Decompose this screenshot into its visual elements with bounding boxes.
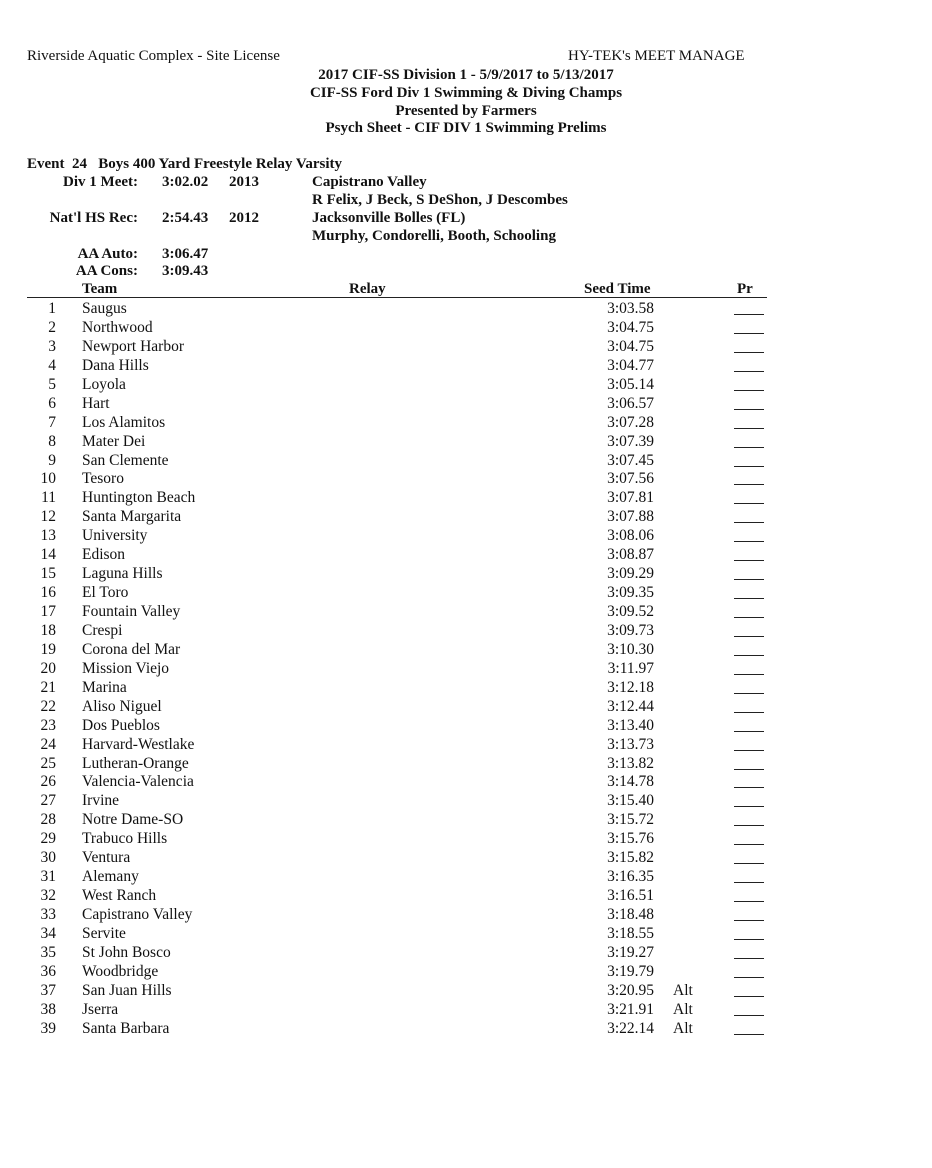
prelim-time-blank [734, 939, 764, 940]
entry-seed-time: 3:04.75 [607, 318, 654, 336]
entry-team: Aliso Niguel [82, 697, 162, 715]
entry-rank: 20 [40, 659, 56, 677]
entry-rank: 16 [40, 584, 56, 602]
natl-hs-rec-year: 2012 [229, 210, 259, 226]
entry-rank: 25 [40, 754, 56, 772]
table-row [0, 830, 750, 849]
entry-rank: 11 [41, 489, 56, 507]
prelim-time-blank [734, 617, 764, 618]
prelim-time-blank [734, 503, 764, 504]
entry-seed-time: 3:11.97 [607, 659, 654, 677]
entry-rank: 35 [40, 943, 56, 961]
table-row [0, 736, 750, 755]
table-row [0, 849, 750, 868]
entry-rank: 8 [48, 432, 56, 450]
site-license-text: Riverside Aquatic Complex - Site License [27, 48, 280, 64]
entry-rank: 5 [48, 375, 56, 393]
prelim-time-blank [734, 390, 764, 391]
table-row [0, 641, 750, 660]
entry-team: Dos Pueblos [82, 716, 160, 734]
entry-seed-time: 3:18.48 [607, 906, 654, 923]
table-row [0, 717, 750, 736]
prelim-time-blank [734, 579, 764, 580]
entry-alternate-flag: Alt [673, 1000, 693, 1018]
entry-seed-time: 3:03.58 [607, 300, 654, 317]
report-title: Psych Sheet - CIF DIV 1 Swimming Prelims [325, 120, 607, 136]
natl-hs-rec-time: 2:54.43 [162, 210, 209, 226]
entry-team: San Juan Hills [82, 981, 172, 999]
entry-seed-time: 3:09.29 [607, 565, 654, 583]
natl-hs-rec-team: Jacksonville Bolles (FL) [312, 210, 466, 226]
column-header-relay: Relay [349, 281, 386, 297]
table-row [0, 357, 750, 376]
entry-rank: 3 [48, 337, 56, 355]
prelim-time-blank [734, 314, 764, 315]
entry-rank: 27 [40, 792, 56, 810]
entry-seed-time: 3:15.40 [607, 792, 654, 810]
prelim-time-blank [734, 958, 764, 959]
natl-hs-rec-swimmers: Murphy, Condorelli, Booth, Schooling [312, 228, 556, 244]
entry-team: Marina [82, 678, 127, 696]
table-row [0, 982, 750, 1001]
table-row [0, 300, 750, 319]
prelim-time-blank [734, 333, 764, 334]
entry-rank: 4 [48, 356, 56, 374]
entry-seed-time: 3:09.35 [607, 584, 654, 602]
entry-seed-time: 3:16.35 [607, 868, 654, 886]
div1-meet-label: Div 1 Meet: [63, 174, 138, 190]
entry-rank: 6 [48, 394, 56, 412]
table-row [0, 755, 750, 774]
entry-rank: 31 [40, 868, 56, 886]
table-row [0, 489, 750, 508]
entry-rank: 38 [40, 1000, 56, 1018]
entry-rank: 10 [40, 470, 56, 488]
entry-seed-time: 3:13.73 [607, 735, 654, 753]
column-header-prelim: Pr [737, 281, 753, 297]
table-row [0, 414, 750, 433]
entry-rank: 9 [48, 451, 56, 469]
table-row [0, 1020, 750, 1039]
prelim-time-blank [734, 466, 764, 467]
entry-team: Servite [82, 924, 126, 942]
event-title: Event 24 Boys 400 Yard Freestyle Relay Varsity [27, 156, 342, 172]
prelim-time-blank [734, 560, 764, 561]
entry-team: Notre Dame-SO [82, 811, 184, 829]
entry-rank: 18 [40, 621, 56, 639]
entry-rank: 15 [40, 565, 56, 583]
entry-seed-time: 3:16.51 [607, 887, 654, 905]
table-row [0, 679, 750, 698]
prelim-time-blank [734, 882, 764, 883]
entry-team: Santa Barbara [82, 1019, 170, 1037]
entry-rank: 22 [40, 697, 56, 715]
table-row [0, 565, 750, 584]
prelim-time-blank [734, 541, 764, 542]
entry-team: Huntington Beach [82, 489, 196, 507]
meet-sponsor: Presented by Farmers [395, 103, 537, 119]
table-row [0, 395, 750, 414]
entry-seed-time: 3:04.77 [607, 356, 654, 374]
table-row [0, 698, 750, 717]
entry-team: West Ranch [82, 887, 157, 905]
prelim-time-blank [734, 1034, 764, 1035]
entry-rank: 24 [40, 735, 56, 753]
entry-rank: 1 [48, 300, 56, 317]
prelim-time-blank [734, 750, 764, 751]
entry-seed-time: 3:13.40 [607, 716, 654, 734]
entry-seed-time: 3:09.73 [607, 621, 654, 639]
entry-team: Hart [82, 394, 110, 412]
entry-seed-time: 3:05.14 [607, 375, 654, 393]
entry-seed-time: 3:15.72 [607, 811, 654, 829]
entry-team: Northwood [82, 318, 153, 336]
aa-cons-time: 3:09.43 [162, 263, 209, 279]
prelim-time-blank [734, 996, 764, 997]
table-row [0, 906, 750, 925]
prelim-time-blank [734, 655, 764, 656]
table-row [0, 452, 750, 471]
div1-meet-year: 2013 [229, 174, 259, 190]
entry-team: Corona del Mar [82, 640, 181, 658]
entry-team: Loyola [82, 375, 126, 393]
prelim-time-blank [734, 977, 764, 978]
entry-team: Newport Harbor [82, 337, 185, 355]
prelim-time-blank [734, 484, 764, 485]
aa-cons-label: AA Cons: [75, 263, 138, 279]
table-row [0, 925, 750, 944]
entry-seed-time: 3:07.88 [607, 508, 654, 526]
entry-alternate-flag: Alt [673, 1019, 693, 1037]
entry-team: Saugus [82, 300, 127, 317]
entry-rank: 39 [40, 1019, 56, 1037]
table-row [0, 470, 750, 489]
entry-rank: 32 [40, 887, 56, 905]
entry-team: Jserra [82, 1000, 119, 1018]
column-header-seed-time: Seed Time [584, 281, 651, 297]
entry-team: University [82, 527, 148, 545]
entry-team: El Toro [82, 584, 129, 602]
entry-seed-time: 3:18.55 [607, 924, 654, 942]
entry-rank: 12 [40, 508, 56, 526]
prelim-time-blank [734, 352, 764, 353]
table-row [0, 944, 750, 963]
entry-rank: 13 [40, 527, 56, 545]
aa-auto-label: AA Auto: [77, 246, 138, 262]
table-row [0, 773, 750, 792]
entry-rank: 26 [40, 773, 56, 791]
table-row [0, 622, 750, 641]
entry-team: St John Bosco [82, 943, 171, 961]
entry-team: Valencia-Valencia [82, 773, 194, 791]
prelim-time-blank [734, 636, 764, 637]
table-row [0, 792, 750, 811]
entry-seed-time: 3:15.82 [607, 849, 654, 867]
entry-seed-time: 3:13.82 [607, 754, 654, 772]
prelim-time-blank [734, 787, 764, 788]
entry-rank: 17 [40, 603, 56, 620]
entry-seed-time: 3:07.45 [607, 451, 654, 469]
entry-rank: 14 [40, 546, 56, 564]
div1-meet-team: Capistrano Valley [312, 174, 427, 190]
entry-seed-time: 3:08.87 [607, 546, 654, 564]
table-row [0, 811, 750, 830]
entry-rank: 34 [40, 924, 56, 942]
entry-team: San Clemente [82, 451, 169, 469]
entry-seed-time: 3:12.18 [607, 678, 654, 696]
header-divider [27, 297, 767, 298]
entry-rank: 33 [40, 906, 56, 923]
entry-seed-time: 3:07.28 [607, 413, 654, 431]
entry-seed-time: 3:07.39 [607, 432, 654, 450]
aa-auto-time: 3:06.47 [162, 246, 209, 262]
entry-seed-time: 3:07.81 [607, 489, 654, 507]
table-row [0, 338, 750, 357]
column-header-team: Team [82, 281, 118, 297]
entry-seed-time: 3:08.06 [607, 527, 654, 545]
prelim-time-blank [734, 447, 764, 448]
entry-team: Fountain Valley [82, 603, 181, 620]
table-row [0, 319, 750, 338]
entry-team: Mater Dei [82, 432, 146, 450]
entry-seed-time: 3:14.78 [607, 773, 654, 791]
prelim-time-blank [734, 712, 764, 713]
prelim-time-blank [734, 522, 764, 523]
entry-team: Crespi [82, 621, 123, 639]
natl-hs-rec-label: Nat'l HS Rec: [49, 210, 138, 226]
entry-seed-time: 3:22.14 [607, 1019, 654, 1037]
table-row [0, 508, 750, 527]
entry-team: Harvard-Westlake [82, 735, 195, 753]
entry-team: Ventura [82, 849, 131, 867]
entry-team: Laguna Hills [82, 565, 163, 583]
entry-team: Santa Margarita [82, 508, 182, 526]
entry-team: Woodbridge [82, 962, 159, 980]
entry-rank: 30 [40, 849, 56, 867]
entry-rank: 23 [40, 716, 56, 734]
prelim-time-blank [734, 674, 764, 675]
prelim-time-blank [734, 1015, 764, 1016]
prelim-time-blank [734, 920, 764, 921]
table-row [0, 584, 750, 603]
entry-seed-time: 3:20.95 [607, 981, 654, 999]
entry-team: Mission Viejo [82, 659, 170, 677]
entry-team: Los Alamitos [82, 413, 166, 431]
table-row [0, 546, 750, 565]
prelim-time-blank [734, 863, 764, 864]
prelim-time-blank [734, 769, 764, 770]
entry-rank: 21 [40, 678, 56, 696]
entry-seed-time: 3:12.44 [607, 697, 654, 715]
entry-rank: 2 [48, 318, 56, 336]
entry-team: Edison [82, 546, 126, 564]
prelim-time-blank [734, 371, 764, 372]
entry-team: Trabuco Hills [82, 830, 168, 848]
prelim-time-blank [734, 901, 764, 902]
entry-seed-time: 3:07.56 [607, 470, 654, 488]
prelim-time-blank [734, 844, 764, 845]
prelim-time-blank [734, 409, 764, 410]
prelim-time-blank [734, 731, 764, 732]
div1-meet-swimmers: R Felix, J Beck, S DeShon, J Descombes [312, 192, 568, 208]
prelim-time-blank [734, 825, 764, 826]
table-row [0, 376, 750, 395]
entry-alternate-flag: Alt [673, 981, 693, 999]
entry-seed-time: 3:15.76 [607, 830, 654, 848]
software-name: HY-TEK's MEET MANAGE [568, 48, 745, 64]
div1-meet-time: 3:02.02 [162, 174, 209, 190]
prelim-time-blank [734, 428, 764, 429]
prelim-time-blank [734, 693, 764, 694]
entries-table [0, 300, 750, 1039]
table-row [0, 660, 750, 679]
entry-rank: 29 [40, 830, 56, 848]
table-row [0, 887, 750, 906]
entry-seed-time: 3:09.52 [607, 603, 654, 620]
table-row [0, 868, 750, 887]
entry-rank: 7 [48, 413, 56, 431]
entry-rank: 36 [40, 962, 56, 980]
entry-seed-time: 3:06.57 [607, 394, 654, 412]
meet-title: 2017 CIF-SS Division 1 - 5/9/2017 to 5/13/2017 [318, 67, 614, 83]
table-row [0, 433, 750, 452]
entry-seed-time: 3:19.27 [607, 943, 654, 961]
entry-seed-time: 3:21.91 [607, 1000, 654, 1018]
prelim-time-blank [734, 598, 764, 599]
entry-team: Dana Hills [82, 356, 149, 374]
table-row [0, 603, 750, 622]
table-row [0, 527, 750, 546]
entry-rank: 19 [40, 640, 56, 658]
entry-team: Lutheran-Orange [82, 754, 189, 772]
entry-rank: 28 [40, 811, 56, 829]
table-row [0, 1001, 750, 1020]
entry-team: Capistrano Valley [82, 906, 193, 923]
entry-team: Irvine [82, 792, 120, 810]
entry-seed-time: 3:19.79 [607, 962, 654, 980]
entry-rank: 37 [40, 981, 56, 999]
entry-team: Tesoro [82, 470, 124, 488]
entry-seed-time: 3:04.75 [607, 337, 654, 355]
entry-team: Alemany [82, 868, 139, 886]
meet-subtitle: CIF-SS Ford Div 1 Swimming & Diving Champs [309, 85, 623, 101]
table-row [0, 963, 750, 982]
entry-seed-time: 3:10.30 [607, 640, 654, 658]
prelim-time-blank [734, 806, 764, 807]
